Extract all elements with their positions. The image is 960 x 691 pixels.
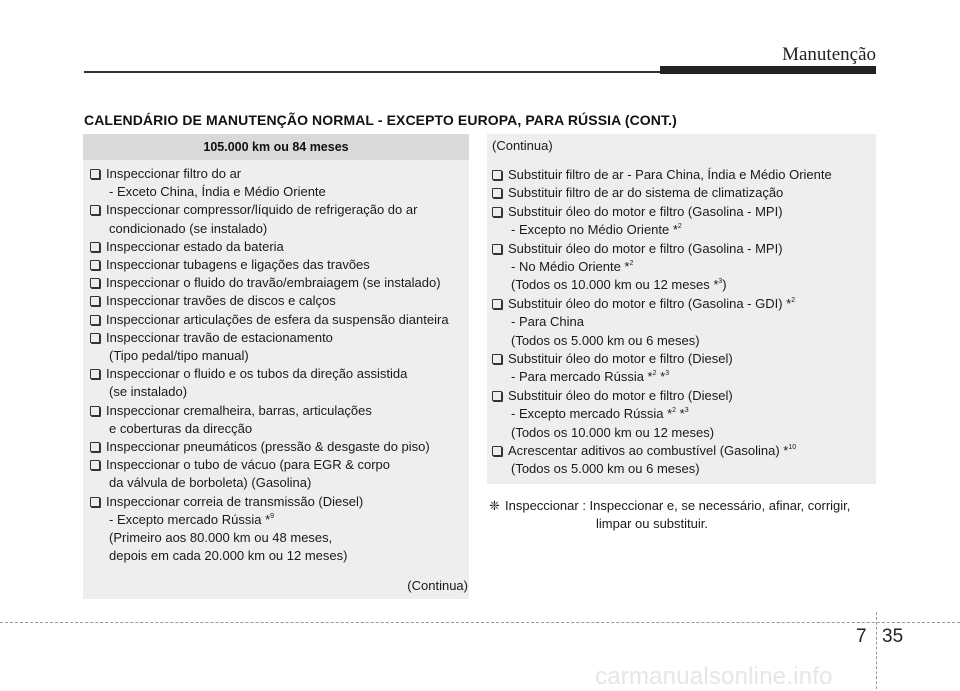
checkbox-icon: [492, 391, 502, 401]
checkbox-icon: [492, 207, 502, 217]
right-checklist-item: Substituir filtro de ar - Para China, Índia e Médio Oriente: [492, 166, 832, 184]
right-checklist-item: Substituir óleo do motor e filtro (Gasolina - MPI): [492, 203, 783, 221]
header-rule: [84, 71, 660, 73]
checkbox-icon: [90, 242, 100, 252]
checkbox-icon: [90, 497, 100, 507]
watermark: carmanualsonline.info: [595, 663, 833, 690]
checkbox-icon: [90, 406, 100, 416]
right-item-detail: (Todos os 10.000 km ou 12 meses): [511, 424, 715, 440]
right-checklist-item: Substituir óleo do motor e filtro (Diesel): [492, 350, 733, 368]
checkbox-icon: [492, 188, 502, 198]
left-checklist-item: Inspeccionar o tubo de vácuo (para EGR & corpo: [90, 456, 390, 474]
footnote-mark: 9: [270, 512, 275, 520]
checkbox-icon: [90, 169, 100, 179]
checkbox-icon: [492, 354, 502, 364]
page-number: 35: [882, 626, 904, 647]
footnote-mark: 3: [684, 407, 689, 415]
checkbox-icon: [492, 446, 502, 456]
checkbox-icon: [90, 205, 100, 215]
left-checklist-item: Inspeccionar travão de estacionamento: [90, 329, 333, 347]
checkbox-icon: [90, 460, 100, 470]
checkbox-icon: [90, 442, 100, 452]
left-item-detail: e coberturas da direcção: [109, 420, 253, 436]
section-title: CALENDÁRIO DE MANUTENÇÃO NORMAL - EXCEPTO EUROPA, PARA RÚSSIA (CONT.): [84, 112, 677, 128]
footnote-mark: 2: [672, 407, 677, 415]
right-panel: [487, 134, 876, 484]
header-bar: [660, 66, 876, 74]
left-panel-heading: 105.000 km ou 84 meses: [83, 134, 469, 160]
left-checklist-item: Inspeccionar pneumáticos (pressão & desgaste do piso): [90, 438, 430, 456]
footer-divider: [876, 612, 877, 689]
left-checklist-item: Inspeccionar tubagens e ligações das travões: [90, 256, 370, 274]
checkbox-icon: [492, 170, 502, 180]
left-checklist-item: Inspeccionar o fluido e os tubos da direção assistida: [90, 365, 407, 383]
left-item-detail: - Exceto China, Índia e Médio Oriente: [109, 184, 326, 200]
right-panel-items: [487, 134, 876, 484]
left-item-detail: da válvula de borboleta) (Gasolina): [109, 475, 312, 491]
footnote-mark: 2: [629, 260, 634, 267]
footnote-mark: 2: [652, 370, 657, 378]
footnote-mark: 3: [665, 370, 670, 378]
right-checklist-item: Substituir óleo do motor e filtro (Gasolina - MPI): [492, 240, 783, 258]
right-item-detail: - Para China: [511, 314, 584, 330]
left-item-detail: depois em cada 20.000 km ou 12 meses): [109, 548, 348, 564]
right-checklist-item: Substituir óleo do motor e filtro (Diesel): [492, 387, 733, 405]
checkbox-icon: [90, 369, 100, 379]
left-item-detail: - Excepto mercado Rússia *$^9$: [109, 511, 275, 527]
left-continued-label: (Continua): [407, 578, 468, 594]
right-item-detail: - Excepto mercado Rússia *$^2$ *$^3$: [511, 406, 689, 422]
footnote-mark: 10: [788, 444, 797, 451]
note-symbol-icon: ❈: [489, 498, 500, 513]
checkbox-icon: [90, 296, 100, 306]
right-item-detail: (Todos os 5.000 km ou 6 meses): [511, 461, 700, 477]
left-checklist-item: Inspeccionar articulações de esfera da suspensão dianteira: [90, 311, 449, 329]
checkbox-icon: [492, 299, 502, 309]
chapter-number: 7: [856, 626, 867, 647]
left-checklist-item: Inspeccionar compressor/líquido de refrigeração do ar: [90, 201, 417, 219]
left-panel: [83, 134, 469, 599]
left-checklist-item: Inspeccionar o fluido do travão/embraiagem (se instalado): [90, 274, 441, 292]
right-checklist-item: Substituir óleo do motor e filtro (Gasolina - GDI) *$^2$: [492, 295, 795, 313]
checkbox-icon: [492, 244, 502, 254]
left-item-detail: (Primeiro aos 80.000 km ou 48 meses,: [109, 530, 333, 545]
right-item-detail: - No Médio Oriente *$^2$: [511, 259, 634, 274]
header-title: Manutenção: [782, 44, 876, 65]
note-line-1: Inspeccionar : Inspeccionar e, se necessário, afinar, corrigir,: [505, 498, 851, 513]
left-checklist-item: Inspeccionar correia de transmissão (Diesel): [90, 493, 363, 511]
checkbox-icon: [90, 333, 100, 343]
footnote-mark: 2: [791, 296, 796, 304]
footnote-mark: 2: [677, 223, 682, 231]
right-checklist-item: Acrescentar aditivos ao combustível (Gasolina) *$^{10}$: [492, 442, 796, 460]
left-checklist-item: Inspeccionar travões de discos e calços: [90, 292, 336, 310]
right-item-detail: - Excepto no Médio Oriente *$^2$: [511, 222, 682, 238]
left-item-detail: (Tipo pedal/tipo manual): [109, 348, 249, 363]
left-item-detail: (se instalado): [109, 384, 188, 400]
left-item-detail: condicionado (se instalado): [109, 220, 268, 236]
checkbox-icon: [90, 278, 100, 288]
footnote-mark: 3: [718, 278, 723, 286]
right-item-detail: (Todos os 10.000 km ou 12 meses *$^3$): [511, 277, 727, 293]
inspection-note: [489, 497, 850, 515]
left-checklist-item: Inspeccionar filtro do ar: [90, 165, 241, 183]
right-continued-label: (Continua): [492, 138, 553, 153]
right-item-detail: (Todos os 5.000 km ou 6 meses): [511, 332, 700, 348]
footer-rule: [0, 622, 960, 623]
checkbox-icon: [90, 315, 100, 325]
right-checklist-item: Substituir filtro de ar do sistema de climatização: [492, 184, 783, 202]
right-item-detail: - Para mercado Rússia *$^2$ *$^3$: [511, 369, 670, 385]
left-checklist-item: Inspeccionar estado da bateria: [90, 238, 284, 256]
left-checklist-item: Inspeccionar cremalheira, barras, articulações: [90, 402, 372, 420]
checkbox-icon: [90, 260, 100, 270]
note-line-2: limpar ou substituir.: [596, 516, 708, 531]
left-panel-items: [83, 160, 469, 599]
